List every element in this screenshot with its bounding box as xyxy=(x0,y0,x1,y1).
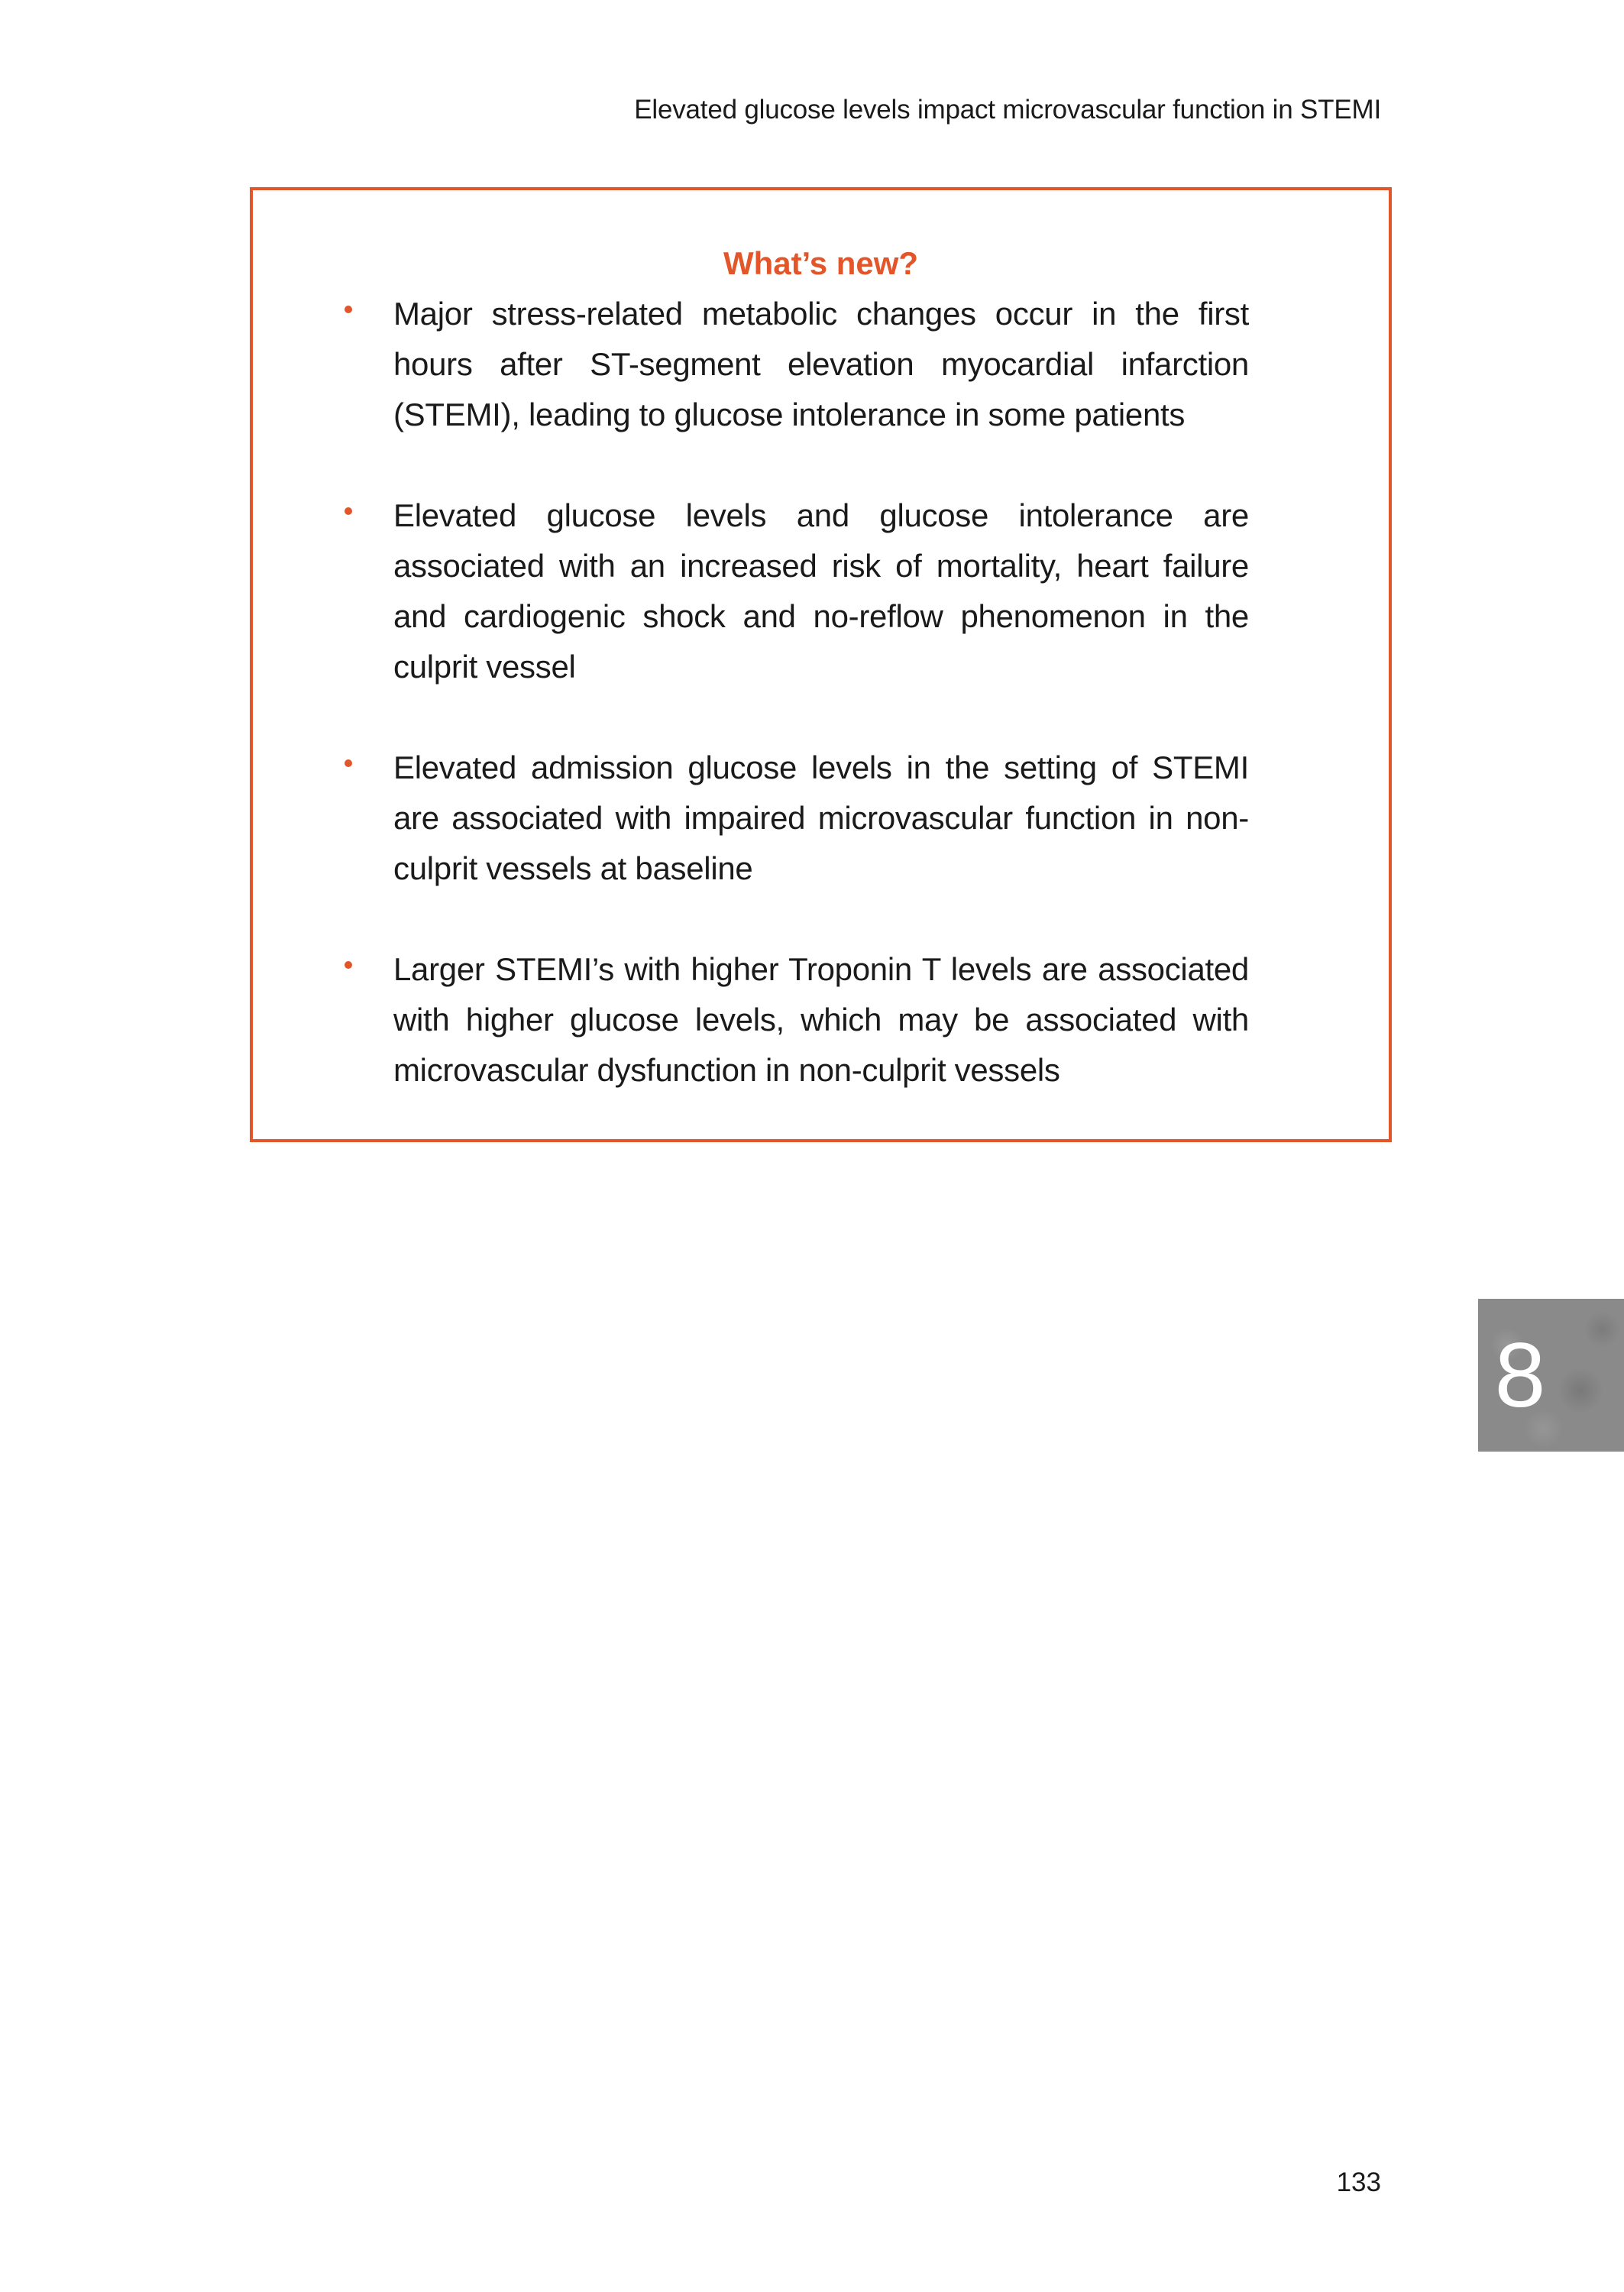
list-item xyxy=(340,944,1249,1096)
whats-new-title: What’s new? xyxy=(723,245,919,281)
list-item-text: Larger STEMI’s with higher Troponin T levels are associated with higher glucose levels, which may be associated with microvascular dysfunction in non-culprit vessels xyxy=(393,951,1249,1088)
bullet-icon xyxy=(345,759,352,767)
page-number: 133 xyxy=(1336,2167,1381,2197)
running-header: Elevated glucose levels impact microvascular function in STEMI xyxy=(634,95,1381,125)
bullet-icon xyxy=(345,507,352,515)
chapter-number: 8 xyxy=(1494,1324,1546,1426)
chapter-tab xyxy=(1478,1299,1624,1452)
list-item xyxy=(340,743,1249,894)
list-item xyxy=(340,490,1249,692)
whats-new-list xyxy=(340,289,1249,1146)
list-item xyxy=(340,289,1249,440)
list-item-text: Elevated glucose levels and glucose intolerance are associated with an increased risk of mortality, heart failure and cardiogenic shock and no-reflow phenomenon in the culprit vessel xyxy=(393,497,1249,685)
list-item-text: Elevated admission glucose levels in the setting of STEMI are associated with impaired microvascular function in non-culprit vessels at baseline xyxy=(393,749,1249,886)
bullet-icon xyxy=(345,961,352,969)
list-item-text: Major stress-related metabolic changes occur in the first hours after ST-segment elevation myocardial infarction (STEMI), leading to glucose intolerance in some patients xyxy=(393,296,1249,432)
bullet-icon xyxy=(345,306,352,313)
